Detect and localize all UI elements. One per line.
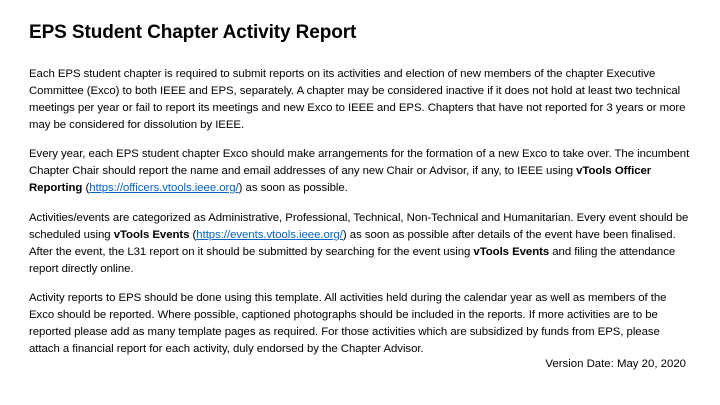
officers-vtools-link[interactable]: https://officers.vtools.ieee.org/ (89, 182, 239, 194)
paragraph-text: ) as soon as possible after details of the event have been finalised. After the event, the L31 report on it should be submitted by searching for the event using (29, 229, 676, 258)
paragraph-activity-reports (29, 290, 693, 358)
paragraph-text: ( (82, 182, 90, 194)
vtools-officer-reporting-label: vTools Officer Reporting (29, 165, 652, 194)
version-date: Version Date: May 20, 2020 (545, 358, 686, 370)
paragraph-text: Every year, each EPS student chapter Exco should make arrangements for the formation of a new Exco to take over. The incumbent Chapter Chair should report the name and email addresses of any new Chair or Advisor, if any, to IEEE using (29, 148, 690, 177)
vtools-events-label: vTools Events (473, 246, 550, 258)
paragraph-text: ) as soon as possible. (238, 182, 348, 194)
paragraph-text: Each EPS student chapter is required to submit reports on its activities and election of new members of the chapter Executive Committee (Exco) to both IEEE and EPS, separately. A chapter may be considered inactive if it does not hold at least two technical meetings per year or fail to report its meetings and new Exco to IEEE and EPS. Chapters that have not reported for 3 years or more may be considered for dissolution by IEEE. (29, 68, 686, 131)
paragraph-exco-formation (29, 146, 693, 197)
page-title: EPS Student Chapter Activity Report (29, 22, 357, 43)
paragraph-text: Activities/events are categorized as Administrative, Professional, Technical, Non-Technical and Humanitarian. Every event should be scheduled using (29, 212, 689, 241)
events-vtools-link[interactable]: https://events.vtools.ieee.org/ (196, 229, 343, 241)
paragraph-chapter-reporting (29, 66, 693, 134)
vtools-events-label: vTools Events (113, 229, 190, 241)
paragraph-text: Activity reports to EPS should be done using this template. All activities held during the calendar year as well as members of the Exco should be reported. Where possible, captioned photographs should be included in the reports. If more activities are to be reported please add as many template pages as required. For those activities which are subsidized by funds from EPS, please attach a financial report for each activity, duly endorsed by the Chapter Advisor. (29, 292, 667, 355)
paragraph-text: ( (189, 229, 197, 241)
paragraph-text: and filing the attendance report directly online. (29, 246, 676, 275)
paragraph-activity-categories (29, 210, 693, 278)
